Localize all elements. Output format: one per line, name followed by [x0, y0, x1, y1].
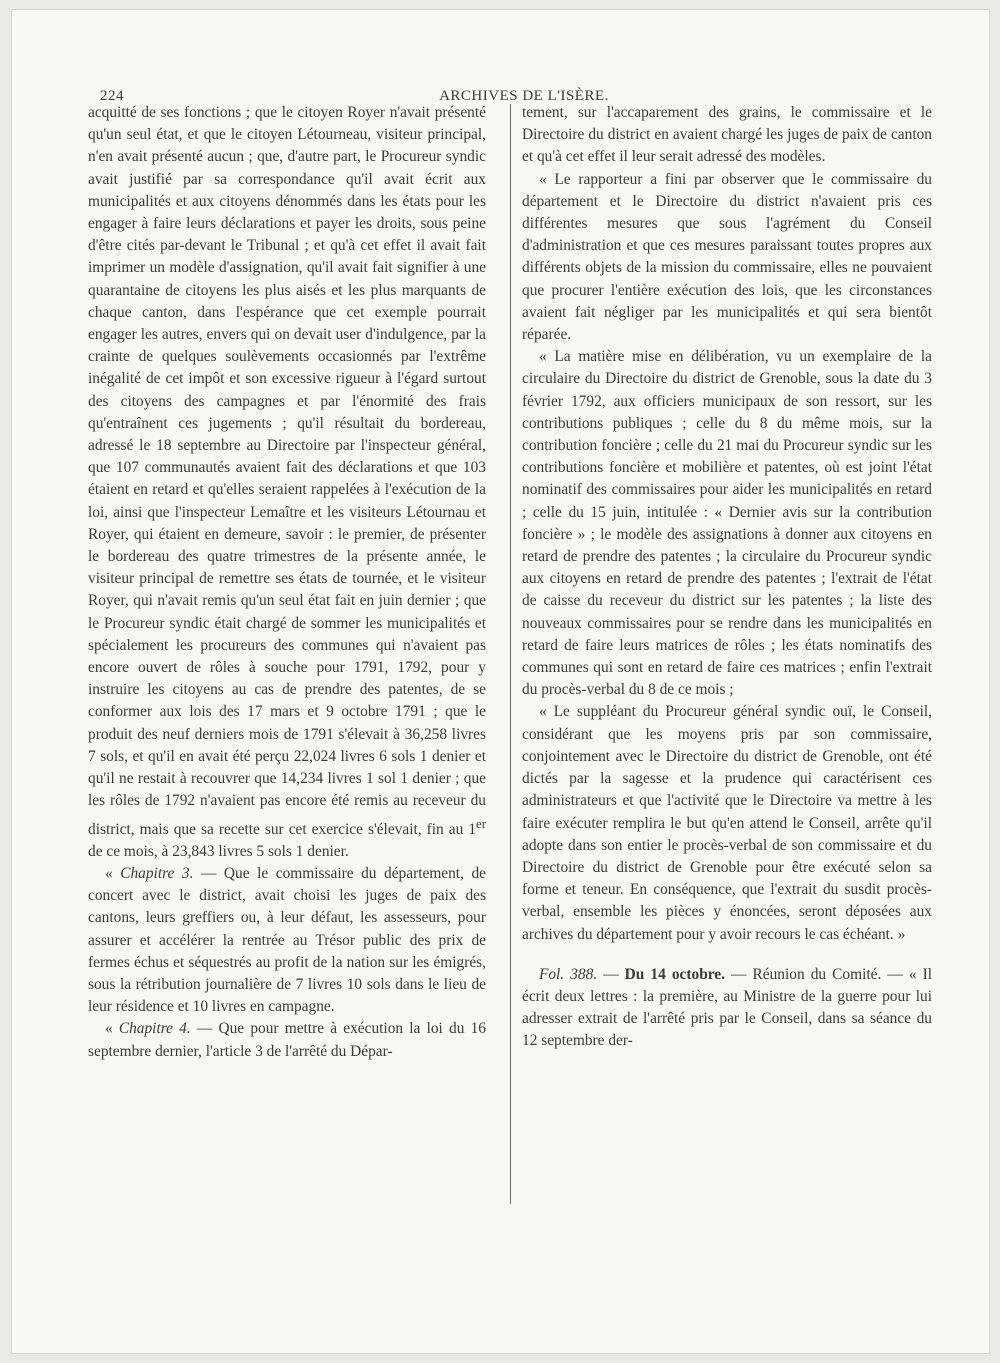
chapter-label: Chapitre 4. [118, 1020, 191, 1038]
paragraph-text: — Réunion du Comité. — « Il écrit deux lettres : la première, au Ministre de la guerre pour lui adresser extrait de l'arrêté pris par le Conseil, dans sa séance du 12 septembre der- [522, 965, 932, 1050]
paragraph: « Le rapporteur a fini par observer que le commissaire du département et le Directoire du district n'avaient pris ces différentes mesures que sous l'agrément du Conseil d'administration et que ces mesures paraissant toutes propres aux différents objets de la mission du commissaire, elles ne pouvaient que procurer l'entière exécution des lois, que les circonstances avaient fait négliger par les municipalités et qui sera bientôt réparée. [522, 170, 932, 344]
ordinal-suffix: er [476, 816, 486, 831]
paragraph-text: — Que pour mettre à exécution la loi du 16 septembre dernier, l'article 3 de l'arrêté du Dépar- [88, 1020, 486, 1060]
folio-label: Fol. 388. [538, 965, 598, 983]
paragraph: tement, sur l'accaparement des grains, le commissaire et le Directoire du district en avaient chargé les juges de paix de canton et qu'à cet effet il leur serait adressé des modèles. [522, 104, 932, 166]
paragraph [522, 964, 932, 1053]
paragraph [88, 1018, 486, 1062]
column-divider [510, 104, 511, 1204]
paragraph-text: — Que le commissaire du département, de concert avec le district, avait choisi les juges de paix des cantons, leurs greffiers ou, à leur défaut, les assesseurs, pour assurer et accélérer la rentrée au Trésor public des prix de fermes échus et séquestrés au profit de la nation sur les émigrés, sous la rétribution journalière de 7 livres 10 sols dans le lieu de leur résidence et 10 livres en campagne. [88, 865, 487, 1016]
left-column [88, 102, 486, 1063]
running-title: ARCHIVES DE L'ISÈRE. [439, 88, 609, 104]
paragraph [88, 102, 486, 863]
session-date: Du 14 octobre. [624, 965, 725, 983]
paragraph: « La matière mise en délibération, vu un exemplaire de la circulaire du Directoire du district de Grenoble, sous la date du 3 février 1792, aux officiers municipaux de son ressort, sur les contributions publiques ; celle du 8 du même mois, sur la contribution foncière ; celle du 21 mai du Procureur syndic sur les contributions foncière et mobilière et patentes, où est joint l'état nominatif des commissaires pour aider les municipalités en retard ; celle du 15 juin, intitulée : « Dernier avis sur la contribution foncière » ; le modèle des assignations à donner aux citoyens en retard de prendre des patentes ; la circulaire du Procureur syndic aux citoyens en retard de prendre des patentes ; l'extrait de l'état de caisse du receveur du district sur les patentes ; la liste des nouveaux commissaires pour se rendre dans les municipalités en retard de faire leurs matrices de rôles ; les états nominatifs des communes qui sont en retard de faire ces matrices ; enfin l'extrait du procès-verbal du 8 de ce mois ; [522, 348, 932, 699]
paragraph-text: acquitté de ses fonctions ; que le citoyen Royer n'avait présenté qu'un seul état, et que le citoyen Létourneau, visiteur principal, n'en avait présenté aucun ; que, d'autre part, le Procureur syndic avait justifié par sa correspondance qu'il avait écrit aux municipalités et aux citoyens dénommés dans les états pour les engager à faire leurs déclarations et payer les droits, sous peine d'être cités par-devant le Tribunal ; et qu'à cet effet il avait fait imprimer un modèle d'assignation, qu'il avait fait signifier à une quarantaine de citoyens les plus aisés et les plus marquants de chaque canton, dans l'espérance que cet exemple pourrait engager les autres, envers qui on devait user d'indulgence, par la crainte de quelques soulèvements occasionnés par l'extrême inégalité de cet impôt et son excessive rigueur à l'égard surtout des citoyens des campagnes et par l'énormité des frais qu'entraînent ces jugements ; qu'il résultait du bordereau, adressé le 18 septembre au Directoire par l'inspecteur général, que 107 communautés avaient fait des déclarations et que 103 étaient en retard et qu'elles seraient rappelées à l'exécution de la loi, ainsi que l'inspecteur Lemaître et les visiteurs Létournau et Royer, qui étaient en demeure, savoir : le premier, de présenter le bordereau des quatre trimestres de la présente année, le visiteur principal de remettre ses états de tournée, et le visiteur Royer, qui n'avait remis qu'un seul état fait en juin dernier ; que le Procureur syndic était chargé de sommer les municipalités et spécialement les procureurs des communes qui n'avaient pas encore ouvert de rôles à souche pour 1791, 1792, pour y instruire les citoyens au cas de prendre des patentes, de se conformer aux lois des 17 mars et 9 octobre 1791 ; que le produit des neuf derniers mois de 1791 s'élevait à 36,258 livres 7 sols, et qu'il en avait été perçu 22,024 livres 6 sols 1 denier et qu'il ne restait à recouvrer que 14,234 livres 1 sol 1 denier ; que les rôles de 1792 n'avaient pas encore été remis au receveur du district, mais que sa recette sur cet exercice s'élevait, fin au [88, 104, 486, 838]
paragraph-text: de ce mois, à 23,843 livres 5 sols 1 denier. [88, 842, 349, 860]
quote-mark: « [104, 1020, 119, 1038]
right-column [522, 102, 932, 1053]
paragraph [88, 863, 486, 1018]
paragraph: « Le suppléant du Procureur général syndic ouï, le Conseil, considérant que les moyens pris par son commissaire, conjointement avec le Directoire du district de Grenoble, ont été dictés par la sagesse et la prudence qui caractérisent ces administrateurs et que l'activité que le Directoire va mettre à les faire exécuter remplira le but qu'en attend le Conseil, arrête qu'il adopte dans son entier le procès-verbal de son commissaire et du Directoire du district de Grenoble pour être exécuté selon sa forme et teneur. En conséquence, que l'extrait du susdit procès-verbal, ensemble les pièces y énoncées, seront déposées aux archives du département pour y avoir recours le cas échéant. » [522, 703, 932, 943]
page-number: 224 [100, 88, 124, 104]
quote-mark: « [104, 865, 121, 883]
chapter-label: Chapitre 3. [120, 865, 194, 883]
dash: — [597, 965, 625, 983]
ordinal-number: 1 [468, 820, 477, 838]
